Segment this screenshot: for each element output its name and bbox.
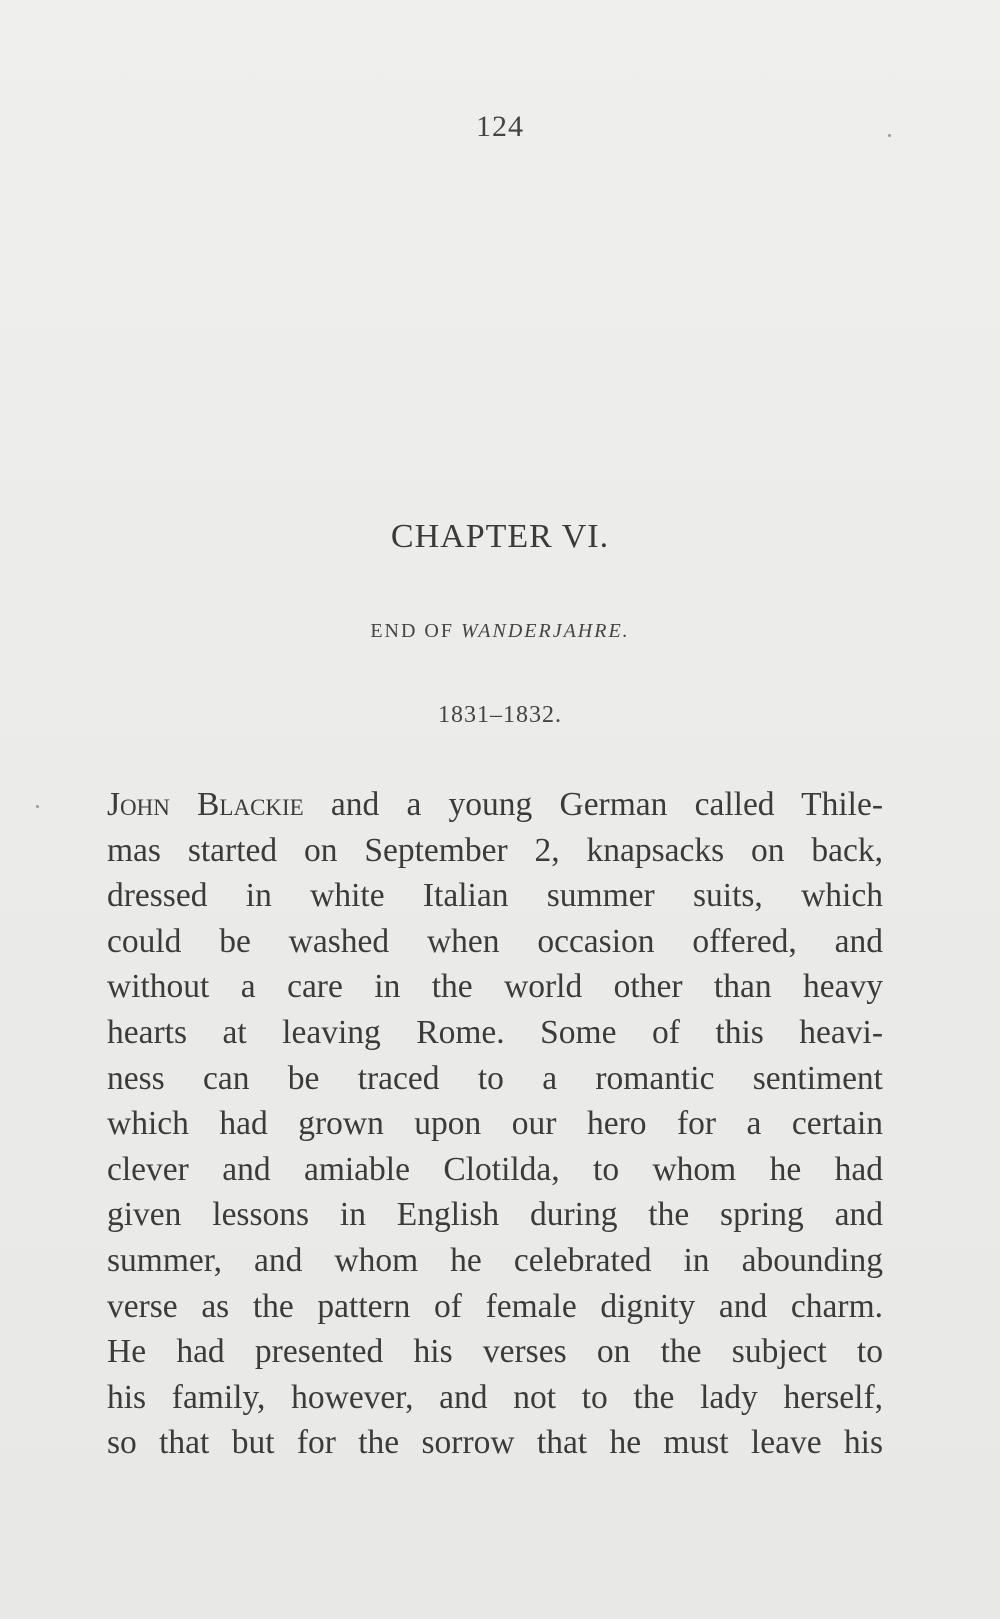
body-line: without a care in the world other than heavy: [107, 968, 883, 1006]
body-line: could be washed when occasion offered, and: [107, 922, 883, 960]
body-line: He had presented his verses on the subject to: [107, 1333, 883, 1371]
chapter-title: CHAPTER VI.: [390, 518, 610, 555]
paper-speck: [36, 805, 39, 808]
chapter-subtitle-prefix: END OF: [370, 620, 454, 642]
page-number: 124: [476, 110, 524, 143]
body-line: [107, 782, 883, 828]
body-line: verse as the pattern of female dignity and charm.: [107, 1287, 883, 1325]
opening-name: John Blackie: [107, 786, 304, 823]
body-line: clever and amiable Clotilda, to whom he had: [107, 1150, 883, 1188]
body-paragraph: [107, 782, 883, 1466]
body-line: dressed in white Italian summer suits, which: [107, 877, 883, 915]
body-line: his family, however, and not to the lady herself,: [107, 1378, 883, 1416]
body-line: ness can be traced to a romantic sentiment: [107, 1059, 883, 1097]
chapter-years: 1831–1832.: [438, 702, 562, 728]
body-line: mas started on September 2, knapsacks on back,: [107, 831, 883, 869]
paper-speck: [888, 134, 891, 137]
body-line: hearts at leaving Rome. Some of this heavi-: [107, 1013, 883, 1051]
body-line: so that but for the sorrow that he must leave his: [107, 1424, 883, 1462]
chapter-subtitle: [0, 620, 1000, 643]
body-line-text: and a young German called Thile-: [303, 786, 883, 823]
body-line: given lessons in English during the spring and: [107, 1196, 883, 1234]
chapter-subtitle-italic: WANDERJAHRE.: [461, 620, 630, 642]
body-line: summer, and whom he celebrated in abounding: [107, 1241, 883, 1279]
body-line: which had grown upon our hero for a certain: [107, 1105, 883, 1143]
